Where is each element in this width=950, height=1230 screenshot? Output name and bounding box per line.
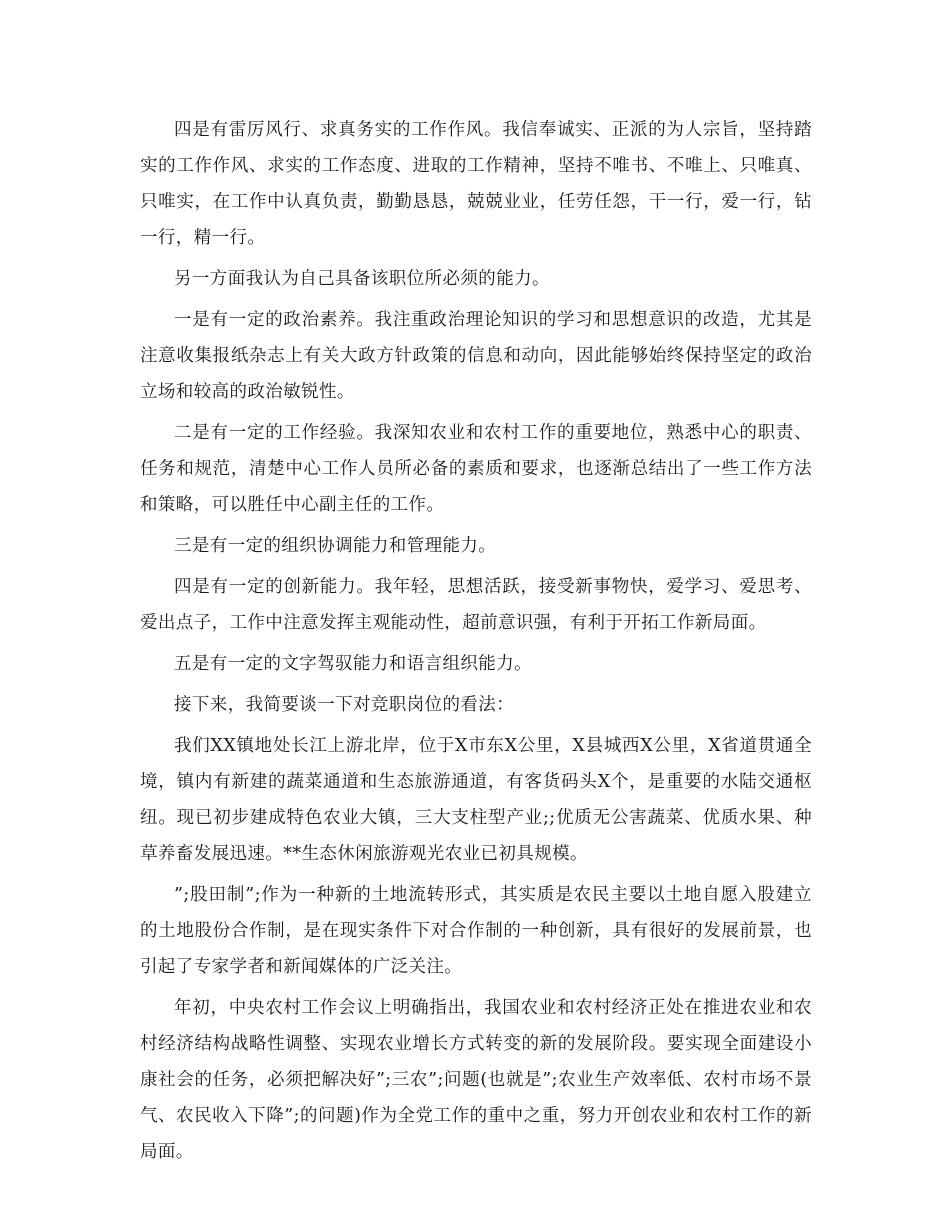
paragraph-rural-policy: 年初，中央农村工作会议上明确指出，我国农业和农村经济正处在推进农业和农村经济结构战略性调整、实现农业增长方式转变的新的发展阶段。要实现全面建设小康社会的任务，必须把解决好”;三农”;问题(也就是”;农业生产效率低、农村市场不景气、农民收入下降”;的问题)作为全党工作的重中之重，努力开创农业和农村工作的新局面。 xyxy=(140,998,812,1162)
paragraph-work-style: 四是有雷厉风行、求真务实的工作作风。我信奉诚实、正派的为人宗旨，坚持踏实的工作作风、求实的工作态度、进取的工作精神，坚持不唯书、不唯上、只唯真、只唯实，在工作中认真负责，勤勤恳恳，兢兢业业，任劳任怨，干一行，爱一行，钻一行，精一行。 xyxy=(140,120,812,248)
paragraph-ability-intro: 另一方面我认为自己具备该职位所必须的能力。 xyxy=(174,269,550,289)
paragraph-town-overview: 我们XX镇地处长江上游北岸，位于X市东X公里，X县城西X公里，X省道贯通全境，镇内有新建的蔬菜通道和生态旅游通道，有客货码头X个，是重要的水陆交通枢纽。现已初步建成特色农业大镇，三大支柱型产业;;优质无公害蔬菜、优质水果、种草养畜发展迅速。**生态休闲旅游观光农业已初具规模。 xyxy=(140,736,812,864)
paragraph-writing-ability: 五是有一定的文字驾驭能力和语言组织能力。 xyxy=(174,654,532,674)
paragraph-political-literacy: 一是有一定的政治素养。我注重政治理论知识的学习和思想意识的改造，尤其是注意收集报纸杂志上有关大政方针政策的信息和动向，因此能够始终保持坚定的政治立场和较高的政治敏锐性。 xyxy=(140,310,812,402)
paragraph-coordination-ability: 三是有一定的组织协调能力和管理能力。 xyxy=(174,536,497,556)
document-body xyxy=(140,112,812,1175)
paragraph-position-view-intro: 接下来，我简要谈一下对竞职岗位的看法： xyxy=(174,695,515,715)
paragraph-share-system: ”;股田制”;作为一种新的土地流转形式，其实质是农民主要以土地自愿入股建立的土地股份合作制，是在现实条件下对合作制的一种创新，具有很好的发展前景，也引起了专家学者和新闻媒体的广泛关注。 xyxy=(140,885,812,977)
paragraph-innovation-ability: 四是有一定的创新能力。我年轻，思想活跃，接受新事物快，爱学习、爱思考、爱出点子，工作中注意发挥主观能动性，超前意识强，有利于开拓工作新局面。 xyxy=(140,577,812,633)
paragraph-work-experience: 二是有一定的工作经验。我深知农业和农村工作的重要地位，熟悉中心的职责、任务和规范，清楚中心工作人员所必备的素质和要求，也逐渐总结出了一些工作方法和策略，可以胜任中心副主任的工作。 xyxy=(140,423,812,515)
